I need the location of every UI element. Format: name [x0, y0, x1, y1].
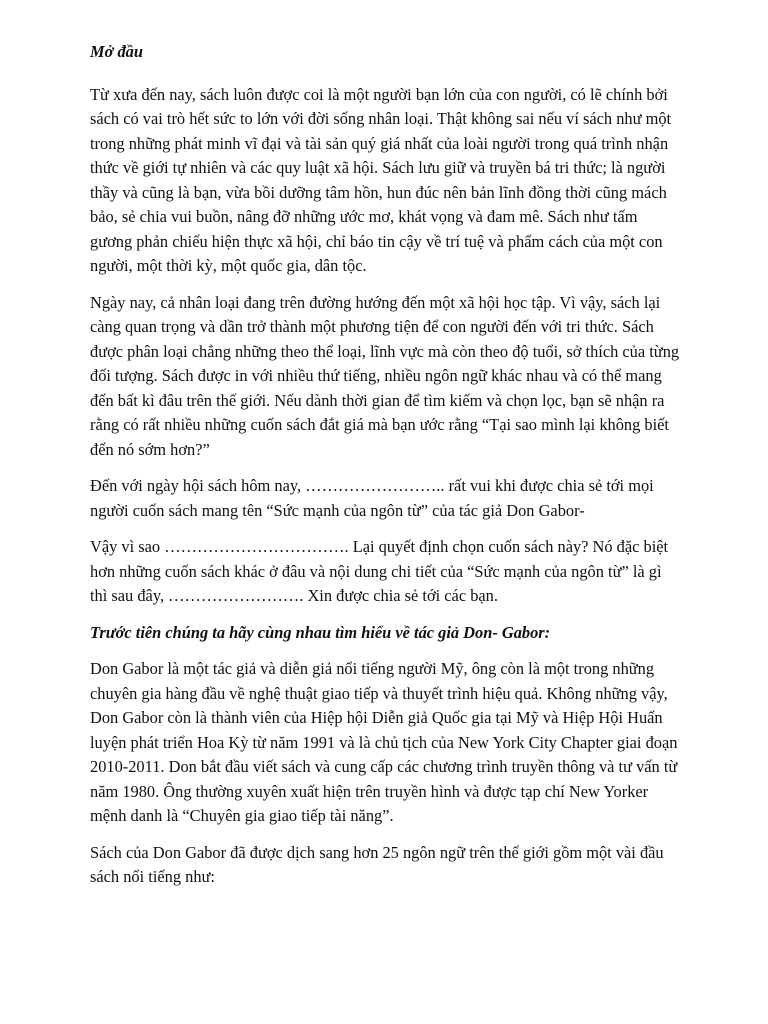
paragraph-intro-3: Đến với ngày hội sách hôm nay, …………………….. rất vui khi được chia sẻ tới mọi người cuốn sách mang tên “Sức mạnh của ngôn từ” của tác giả Don Gabor- — [90, 476, 654, 520]
paragraph-author-1: Don Gabor là một tác giả và diễn giả nổi tiếng người Mỹ, ông còn là một trong những chuyên gia hàng đầu về nghệ thuật giao tiếp và thuyết trình hiệu quả. Không những vậy, Don Gabor còn là thành viên của Hiệp hội Diễn giả Quốc gia tại Mỹ và Hiệp Hội Huấn luyện phát triển Hoa Kỳ từ năm 1991 và là chủ tịch của New York City Chapter giai đoạn 2010-2011. Don bắt đầu viết sách và cung cấp các chương trình truyền thông và tư vấn từ năm 1980. Ông thường xuyên xuất hiện trên truyền hình và được tạp chí New Yorker mệnh danh là “Chuyên gia giao tiếp tài năng”. — [90, 659, 678, 825]
document-body — [90, 40, 682, 902]
paragraph-intro-1: Từ xưa đến nay, sách luôn được coi là một người bạn lớn của con người, có lẽ chính bởi sách có vai trò hết sức to lớn với đời sống nhân loại. Thật không sai nếu ví sách như một trong những phát minh vĩ đại và tài sản quý giá nhất của loài người trong quá trình nhận thức về giới tự nhiên và các quy luật xã hội. Sách lưu giữ và truyền bá tri thức; là người thầy và cũng là bạn, vừa bồi dưỡng tâm hồn, hun đúc nên bản lĩnh đồng thời cũng mách bảo, sẻ chia vui buồn, nâng đỡ những ước mơ, khát vọng và đam mê. Sách như tấm gương phản chiếu hiện thực xã hội, chỉ báo tin cậy về trí tuệ và phẩm cách của một con người, một thời kỳ, một quốc gia, dân tộc. — [90, 84, 672, 275]
paragraph-author-2: Sách của Don Gabor đã được dịch sang hơn 25 ngôn ngữ trên thế giới gồm một vài đầu sách nổi tiếng như: — [90, 842, 664, 886]
section-heading-intro: Mở đầu — [90, 42, 143, 61]
section-heading-author: Trước tiên chúng ta hãy cùng nhau tìm hiểu về tác giả Don- Gabor: — [90, 622, 551, 642]
paragraph-intro-4: Vậy vì sao ……………………………. Lại quyết định chọn cuốn sách này? Nó đặc biệt hơn những cuốn sách khác ở đâu và nội dung chi tiết của “Sức mạnh của ngôn từ” là gì thì sau đây, ……………………. Xin được chia sẻ tới các bạn. — [90, 537, 669, 605]
paragraph-intro-2: Ngày nay, cả nhân loại đang trên đường hướng đến một xã hội học tập. Vì vậy, sách lại càng quan trọng và dần trở thành một phương tiện để con người đến với tri thức. Sách được phân loại chẳng những theo thể loại, lĩnh vực mà còn theo độ tuổi, sở thích của từng đối tượng. Sách được in với nhiều thứ tiếng, nhiều ngôn ngữ khác nhau và có thể mang đến bất kì đâu trên thế giới. Nếu dành thời gian để tìm kiếm và chọn lọc, bạn sẽ nhận ra rằng có rất nhiều những cuốn sách đắt giá mà bạn ước rằng “Tại sao mình lại không biết đến nó sớm hơn?” — [90, 292, 680, 459]
